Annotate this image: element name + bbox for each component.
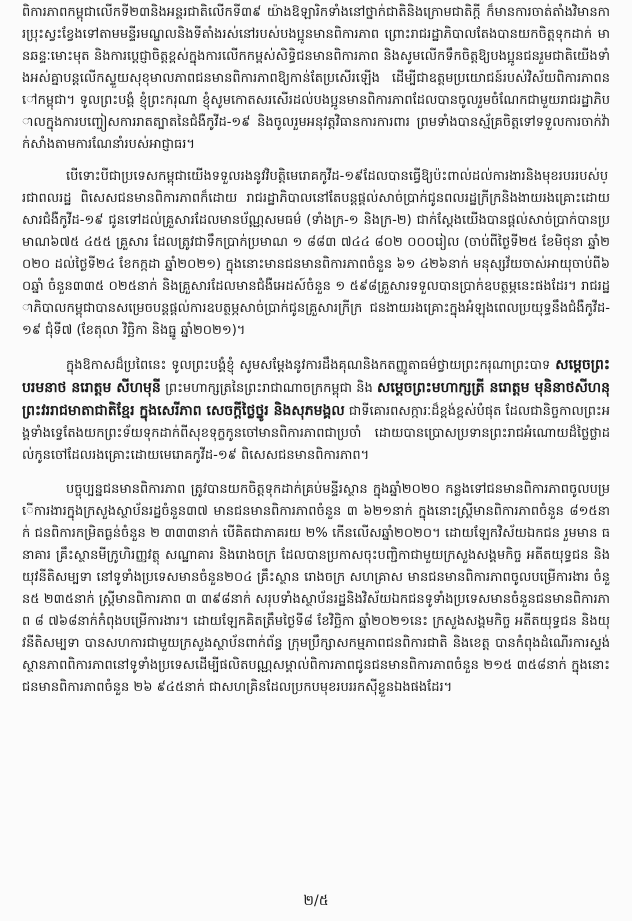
gratitude-text-middle: ព្រះមហាក្សត្រនៃព្រះរាជាណាចក្រកម្ពុជា និង [160, 381, 377, 396]
king-title: សម្ដេចព្រះបរមនាថ នរោត្ដម សីហមុនី [22, 357, 610, 396]
paragraph-spacer [22, 467, 610, 479]
gratitude-text-after: ជាទីគោរពសក្ការៈដ៏ខ្ពង់ខ្ពស់បំផុត ដែលជានិច្ចកាលព្រះអង្គទាំងទ្វេតែងយកព្រះទ័យទុកដាក់ពីសុខទុក្ខកូនចៅមានពិការភាពជាប្រចាំ ដោយបានប្រោសប្រទានព្រះរាជអំណោយដ៏ថ្លៃថ្លាដល់កូនចៅដែលរងគ្រោះដោយមេរោគកូវីដ-១៩ ពិសេសជនមានពិការភាព។ [22, 404, 611, 463]
queen-mother-title: សម្ដេចព្រះមហាក្សត្រី នរោត្ដម មុនិនាថសីហនុ ព្រះវររាជមាតាជាតិខ្មែរ ក្នុងសេរីភាព សេចក្ដីថ្លៃថ្នូរ និងសុភមង្គល [22, 380, 610, 419]
paragraph-employment-statistics: បច្ចុប្បន្នជនមានពិការភាព ត្រូវបានយកចិត្តទុកដាក់គ្រប់មន្ទីរស្ថាន ក្នុងឆ្នាំ២០២០ កន្លងទៅជនមានពិការភាពចូលបម្រើការងារក្នុងក្រសួងស្ថាប័នរដ្ឋចំនួន៣៧ មានជនមានពិការភាពចំនួន ៣ ៦២១នាក់ ក្នុងនោះស្ត្រីមានពិការភាពចំនួន ៨១៥នាក់ ជនពិការកម្រិតធ្ងន់ចំនួន ២ ៣៣៣នាក់ បើគិតជាភាគរយ ២% កើនលើសឆ្នាំ២០២០។ ដោយឡែកវិស័យឯកជន រួមមាន ធនាគារ គ្រឹះស្ថានមីក្រូហិរញ្ញវត្ថុ សណ្ឋាគារ និងរោងចក្រ ដែលបានប្រកាសចុះបញ្ជិកាជាមួយក្រសួងសង្គមកិច្ច អតីតយុទ្ធជន និងយុវនីតិសម្បទា នៅទូទាំងប្រទេសមានចំនួន២០៤ គ្រឹះស្ថាន រោងចក្រ សហគ្រាស មានជនមានពិការភាពចូលបម្រើការងារ ចំនួន៥ ២៣៥នាក់ ស្ត្រីមានពិការភាព ៣ ៣៩៨នាក់ សរុបទាំងស្ថាប័នរដ្ឋនិងវិស័យឯកជនទូទាំងប្រទេសមានចំនួនជនមានពិការភាព ៨ ៧៦៨នាក់កំពុងបម្រើការងារ។ ដោយឡែកគិតត្រឹមថ្ងៃទី៨ ខែវិច្ឆិកា ឆ្នាំ២០២១នេះ ក្រសួងសង្គមកិច្ច អតីតយុទ្ធជន និងយុវនីតិសម្បទា បានសហការជាមួយក្រសួងស្ថាប័នពាក់ព័ន្ធ ក្រុមប្រឹក្សាសកម្មភាពជនពិការជាតិ និងខេត្ត បានកំពុងដំណើរការស្ទង់ស្ថានភាពពិការភាពនៅទូទាំងប្រទេសដើម្បីផលិតបណ្ណសម្គាល់ពិការភាពជូនជនមានពិការភាពចំនួន ២១៥ ៣៥៨នាក់ ក្នុងនោះជនមានពិការភាពចំនួន ២៦ ៩៤៥នាក់ ជាសហគ្រិនដែលប្រកបមុខរបររកស៊ីខ្លួនឯងផងដែរ។ [22, 482, 610, 695]
paragraph-spacer [22, 156, 610, 166]
paragraph-royal-gratitude [22, 354, 610, 467]
gratitude-text-before: ក្នុងឱកាសដ៏ប្រពៃនេះ ទូលព្រះបង្គំខ្ញុំ សូមសម្ដែងនូវការដឹងគុណនិងកតញ្ញូតាធម៌ថ្វាយព្រះករុណាព្រះបាទ [66, 358, 556, 373]
paragraph-spacer [22, 342, 610, 354]
paragraph-intro-continuation: ពិការភាពកម្ពុជាលើកទី២៣និងអន្តរជាតិលើកទី៣៩ យ៉ាងឱឡារិកទាំងនៅថ្នាក់ជាតិនិងក្រោមជាតិក្ដី ក៏មានការចាត់តាំងវិមានការប្រុះស្វះខ្វែងទៅតាមមន្ទីរមណ្ឌលនិងទីតាំងរស់នៅរបស់បងប្អូនមានពិការភាព ព្រោះរាជរដ្ឋាភិបាលតែងបានយកចិត្តទុកដាក់ មានឆន្ទៈមោះមុត និងការប្ដេជ្ញាចិត្តខ្ពស់ក្នុងការលើកកម្ពស់សិទ្ធិជនមានពិការភាព និងសូមលើកទឹកចិត្តឱ្យបងប្អូនជនរួមជាតិយើងទាំងអស់គ្នាបន្តលើកស្ទួយសុខុមាលភាពជនមានពិការភាពឱ្យកាន់តែប្រសើរឡើង ដើម្បីជាឧត្ដមប្រយោជន៍របស់វិស័យពិការភាពនៅកម្ពុជា។ ទូលព្រះបង្គំ ខ្ញុំព្រះករុណា ខ្ញុំសូមកោតសរសើរដល់បងប្អូនមានពិការភាពដែលបានចូលរួមចំណែកជាមួយរាជរដ្ឋាភិបាលក្នុងការបញ្ចៀសការរាតត្បាតនៃជំងឺកូវីដ-១៩ និងចូលរួមអនុវត្តវិធានការការពារ ព្រមទាំងបានស្ម័គ្រចិត្តទៅទទួលការចាក់វ៉ាក់សាំងតាមការណែនាំរបស់អាជ្ញាធរ។ [22, 5, 610, 152]
paragraph-covid-cash-support: បើទោះបីជាប្រទេសកម្ពុជាយើងទទួលរងនូវវិបត្តិមេរោគកូវីដ-១៩ដែលបានធ្វើឱ្យប៉ះពាល់ដល់ការងារនិងមុខរបររបស់ប្រជាពលរដ្ឋ ពិសេសជនមានពិការភាពក៏ដោយ រាជរដ្ឋាភិបាលនៅតែបន្តផ្ដល់សាច់ប្រាក់ជូនពលរដ្ឋក្រីក្រនិងងាយរងគ្រោះដោយសារជំងឺកូវីដ-១៩ ជូនទៅដល់គ្រួសារដែលមានប័ណ្ណសមធម៌ (ទាំងក្រ-១ និងក្រ-២) ជាក់ស្ដែងយើងបានផ្ដល់សាច់ប្រាក់បានប្រមាណ៦៧៥ ៤៥៥ គ្រួសារ ដែលត្រូវជាទឹកប្រាក់ប្រមាណ ១ ៨៨៣ ៧៤៤ ៨០២ ០០០រៀល (ចាប់ពីថ្ងៃទី២៥ ខែមិថុនា ឆ្នាំ២០២០ ដល់ថ្ងៃទី២៤ ខែកក្កដា ឆ្នាំ២០២១) ក្នុងនោះមានជនមានពិការភាពចំនួន ៦១ ៤២៦នាក់ មនុស្សវ័យចាស់អាយុចាប់ពី៦០ឆ្នាំ ចំនួន៣៣៥ ០២៥នាក់ និងគ្រួសារដែលមានជំងឺអេដស៍ចំនួន ១ ៥៩៨គ្រួសារទទួលបានប្រាក់ឧបត្ថម្ភនេះផងដែរ។ រាជរដ្ឋាភិបាលកម្ពុជាបានសម្រេចបន្តផ្ដល់ការឧបត្ថម្ភសាច់ប្រាក់ជូនគ្រួសារក្រីក្រ ជនងាយរងគ្រោះក្នុងអំឡុងពេលប្រយុទ្ធនឹងជំងឺកូវីដ-១៩ ជុំទី៧ (ខែតុលា វិច្ឆិកា និងធ្នូ ឆ្នាំ២០២១)។ [22, 169, 610, 338]
page-number: ២/៥ [303, 893, 329, 909]
